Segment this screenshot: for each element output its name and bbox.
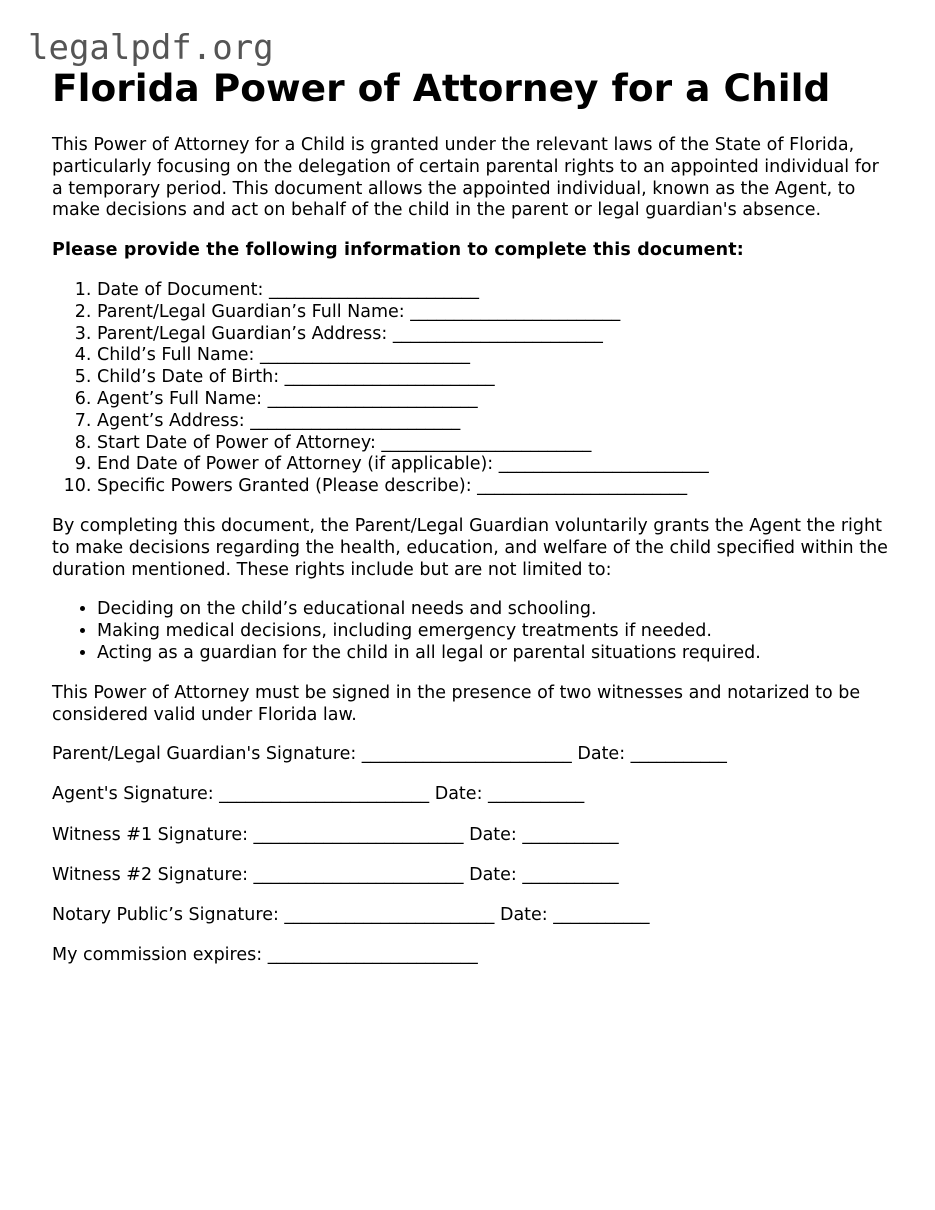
document-page bbox=[52, 64, 892, 967]
notary-signature-line[interactable]: Notary Public’s Signature: ________________________ Date: ___________ bbox=[52, 904, 650, 925]
field-child-date-of-birth[interactable]: 5. Child’s Date of Birth: ________________________ bbox=[97, 367, 892, 389]
grant-paragraph: By completing this document, the Parent/Legal Guardian voluntarily grants the Agent the right to make decisions regarding the health, education, and welfare of the child specified within the duration mentioned. These rights include but are not limited to: bbox=[52, 515, 888, 580]
commission-expires-line[interactable]: My commission expires: ________________________ bbox=[52, 944, 478, 965]
instructions-heading: Please provide the following information to complete this document: bbox=[52, 240, 744, 261]
intro-paragraph: This Power of Attorney for a Child is granted under the relevant laws of the State of Florida, particularly focusing on the delegation of certain parental rights to an appointed individual for a temporary period. This document allows the appointed individual, known as the Agent, to make decisions and act on behalf of the child in the parent or legal guardian's absence. bbox=[52, 135, 879, 221]
field-guardian-address[interactable]: 3. Parent/Legal Guardian’s Address: ________________________ bbox=[97, 324, 892, 346]
field-agent-address[interactable]: 7. Agent’s Address: ________________________ bbox=[97, 411, 892, 433]
parent-signature-line[interactable]: Parent/Legal Guardian's Signature: ________________________ Date: ___________ bbox=[52, 744, 727, 765]
witness-1-signature-line[interactable]: Witness #1 Signature: ________________________ Date: ___________ bbox=[52, 824, 619, 845]
right-education: • Deciding on the child’s educational needs and schooling. bbox=[97, 599, 892, 621]
watermark-logo: legalpdf.org bbox=[28, 28, 274, 68]
rights-list bbox=[52, 599, 892, 664]
right-medical: • Making medical decisions, including emergency treatments if needed. bbox=[97, 621, 892, 643]
field-start-date[interactable]: 8. Start Date of Power of Attorney: ________________________ bbox=[97, 433, 892, 455]
document-title: Florida Power of Attorney for a Child bbox=[52, 66, 831, 110]
field-date-of-document[interactable]: 1. Date of Document: ________________________ bbox=[97, 280, 892, 302]
field-end-date[interactable]: 9. End Date of Power of Attorney (if applicable): ________________________ bbox=[97, 454, 892, 476]
field-guardian-full-name[interactable]: 2. Parent/Legal Guardian’s Full Name: ________________________ bbox=[97, 302, 892, 324]
information-fields-list bbox=[52, 280, 892, 498]
signing-notice: This Power of Attorney must be signed in the presence of two witnesses and notarized to be considered valid under Florida law. bbox=[52, 682, 861, 725]
field-child-full-name[interactable]: 4. Child’s Full Name: ________________________ bbox=[97, 345, 892, 367]
right-guardian: • Acting as a guardian for the child in all legal or parental situations required. bbox=[97, 643, 892, 665]
witness-2-signature-line[interactable]: Witness #2 Signature: ________________________ Date: ___________ bbox=[52, 864, 619, 885]
agent-signature-line[interactable]: Agent's Signature: ________________________ Date: ___________ bbox=[52, 784, 585, 805]
field-agent-full-name[interactable]: 6. Agent’s Full Name: ________________________ bbox=[97, 389, 892, 411]
field-specific-powers[interactable]: 10. Specific Powers Granted (Please describe): ________________________ bbox=[97, 476, 892, 498]
